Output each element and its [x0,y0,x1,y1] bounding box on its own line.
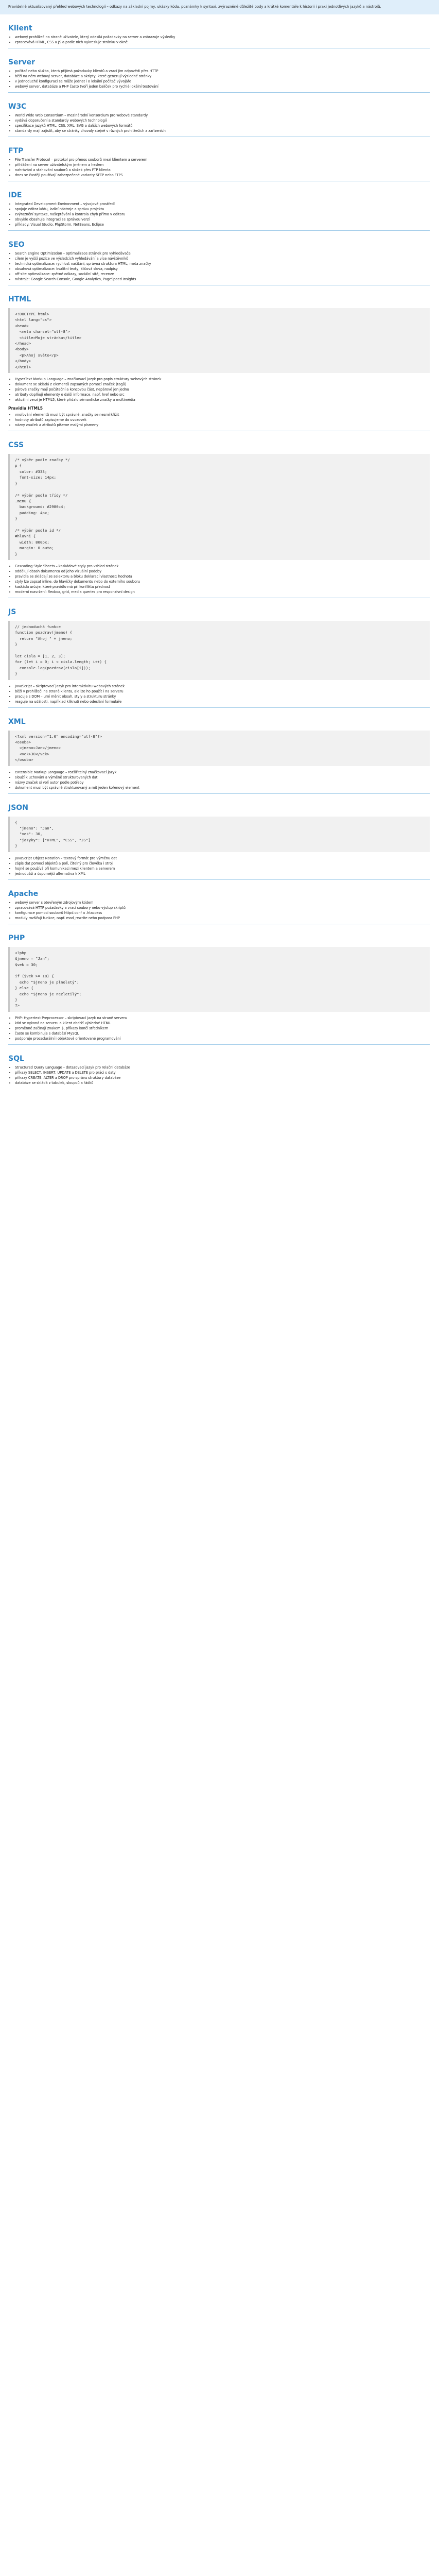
section-css [0,431,439,598]
bullet-list [8,1065,430,1086]
code-block: // jednoduchá funkce function pozdrav(jmeno) { return "Ahoj " + jmeno; } let cisla = [1, 2, 3]; for (let i = 0; i < cisla.length; i++) { console.log(pozdrav(cisla[i])); } [8,621,430,680]
list-item: • styly lze zapsat inline, do hlavičky dokumentu nebo do externího souboru [15,579,430,584]
list-item: • příklady: Visual Studio, PhpStorm, NetBeans, Eclipse [15,222,430,227]
list-item: • často se kombinuje s databází MySQL [15,1031,430,1036]
bullet-list [8,69,430,89]
list-item: • příkazy SELECT, INSERT, UPDATE a DELETE pro práci s daty [15,1070,430,1075]
list-item: • off-site optimalizace: zpětné odkazy, sociální sítě, recenze [15,272,430,277]
list-item: • zápis dat pomocí objektů a polí, čitelný pro člověka i stroj [15,861,430,866]
list-item: • zvýraznění syntaxe, našeptávání a kontrola chyb přímo v editoru [15,212,430,217]
list-item: • hojně se používá při komunikaci mezi klientem a serverem [15,866,430,871]
list-item: • proměnné začínají znakem $, příkazy končí středníkem [15,1026,430,1031]
list-item: • zpracovává HTTP požadavky a vrací soubory nebo výstup skriptů [15,905,430,910]
list-item: • moduly rozšiřují funkce, např. mod_rewrite nebo podpora PHP [15,916,430,921]
list-item: • nástroje: Google Search Console, Google Analytics, PageSpeed Insights [15,277,430,282]
section-title: HTML [8,295,31,303]
section-title: Server [8,58,36,66]
list-item: • přihlášení na server uživatelským jménem a heslem [15,162,430,167]
section-title: JSON [8,803,28,812]
section-title: FTP [8,147,24,155]
bullet-list [8,377,430,402]
list-item: • vydává doporučení a standardy webových technologií [15,118,430,123]
bullet-list [8,564,430,595]
list-item: • kaskáda určuje, které pravidlo má při konfliktu přednost [15,584,430,589]
list-item: • kód se vykoná na serveru a klient obdrží výsledné HTML [15,1021,430,1026]
list-item: • běží v prohlížeči na straně klienta, ale lze ho použít i na serveru [15,689,430,694]
list-item: • podporuje procedurální i objektově orientované programování [15,1036,430,1041]
bullet-list [8,900,430,921]
code-block: /* výběr podle značky */ p { color: #333; font-size: 14px; } /* výběr podle třídy */ .menu { background: #2980c4; padding: 4px; } /* výběr podle id */ #hlavni { width: 800px; margin: 0 auto; } [8,454,430,560]
section-ide [0,181,439,231]
list-item: • dokument se skládá z elementů zapsaných pomocí značek (tagů) [15,382,430,387]
bullet-list [8,113,430,133]
list-item: • Search Engine Optimization – optimalizace stránek pro vyhledávače [15,251,430,256]
list-item: • atributy doplňují elementy o další informace, např. href nebo src [15,392,430,397]
list-item: • dnes se častěji používají zabezpečené varianty SFTP nebo FTPS [15,173,430,178]
subsection-title: Pravidla HTML5 [8,406,43,411]
list-item: • cílem je vyšší pozice ve výsledcích vyhledávání a více návštěvníků [15,256,430,261]
list-item: • technická optimalizace: rychlost načítání, správná struktura HTML, meta značky [15,261,430,266]
list-item: • běží na něm webový server, databáze a skripty, které generují výsledné stránky [15,74,430,79]
list-item: • konfigurace pomocí souborů httpd.conf a .htaccess [15,910,430,916]
list-item: • spojuje editor kódu, ladicí nástroje a správu projektu [15,207,430,212]
code-block: <?php $jmeno = "Jan"; $vek = 30; if ($vek >= 18) { echo "$jmeno je plnoletý"; } else { echo "$jmeno je nezletilý"; } ?> [8,947,430,1012]
list-item: • zpracovává HTML, CSS a JS a podle nich vykresluje stránku v okně [15,40,430,45]
list-item: • jednodušší a úspornější alternativa k XML [15,871,430,876]
list-item: • názvy značek si volí autor podle potřeby [15,780,430,785]
bullet-list [8,412,430,428]
section-title: W3C [8,103,27,111]
section-ftp [0,137,439,181]
list-item: • eXtensible Markup Language – rozšiřitelný značkovací jazyk [15,770,430,775]
bullet-list [8,35,430,45]
bullet-list [8,684,430,704]
list-item: • hodnoty atributů zapisujeme do uvozovek [15,417,430,422]
list-item: • pracuje s DOM – umí měnit obsah, styly a strukturu stránky [15,694,430,699]
section-seo [0,231,439,285]
list-item: • názvy značek a atributů píšeme malými písmeny [15,422,430,428]
bullet-list [8,157,430,178]
list-item: • webový server, databáze a PHP často tvoří jeden balíček pro rychlé lokální testování [15,84,430,89]
list-item: • JavaScript Object Notation – textový formát pro výměnu dat [15,856,430,861]
intro-text: Pravidelně aktualizovaný přehled webových technologií – odkazy na základní pojmy, ukázky kódu, poznámky k syntaxi, zvýrazněné důležité body a krátké komentáře k historii i praxi jednotlivých jazyků a nástrojů. [0,0,439,14]
list-item: • Structured Query Language – dotazovací jazyk pro relační databáze [15,1065,430,1070]
code-block: <?xml version="1.0" encoding="utf-8"?> <osoba> <jmeno>Jan</jmeno> <vek>30</vek> </osoba> [8,731,430,766]
list-item: • File Transfer Protocol – protokol pro přenos souborů mezi klientem a serverem [15,157,430,162]
list-item: • reaguje na události, například kliknutí nebo odeslání formuláře [15,699,430,704]
section-title: SEO [8,241,25,249]
bullet-list [8,770,430,790]
section-js [0,598,439,708]
list-item: • příkazy CREATE, ALTER a DROP pro správu struktury databáze [15,1075,430,1080]
section-json [0,794,439,880]
list-item: • Cascading Style Sheets – kaskádové styly pro vzhled stránek [15,564,430,569]
section-title: CSS [8,441,24,450]
list-item: • pravidla se skládají ze selektoru a bloku deklarací vlastnost: hodnota [15,574,430,579]
bullet-list [8,1015,430,1041]
section-klient [0,14,439,48]
bullet-list [8,251,430,282]
section-title: IDE [8,191,22,199]
list-item: • vnořování elementů musí být správné, značky se nesmí křížit [15,412,430,417]
list-item: • obvykle obsahuje integraci se správou verzí [15,217,430,222]
list-item: • nahrávání a stahování souborů a složek přes FTP klienta [15,167,430,173]
section-title: JS [8,607,16,616]
bullet-list [8,856,430,876]
list-item: • World Wide Web Consortium – mezinárodní konsorcium pro webové standardy [15,113,430,118]
list-item: • párové značky mají počáteční a koncovou část, nepárové jen jednu [15,387,430,392]
section-w3c [0,93,439,137]
list-item: • standardy mají zajistit, aby se stránky chovaly stejně v různých prohlížečích a zařízeních [15,128,430,133]
list-item: • dokument musí být správně strukturovaný a mít jeden kořenový element [15,785,430,790]
list-item: • Integrated Development Environment – vývojové prostředí [15,201,430,207]
section-sql [0,1045,439,1086]
section-xml [0,708,439,794]
section-title: Klient [8,24,32,32]
section-apache [0,880,439,924]
list-item: • databáze se skládá z tabulek, sloupců a řádků [15,1080,430,1086]
section-title: PHP [8,934,25,942]
content [0,14,439,1086]
list-item: • moderní rozvržení: flexbox, grid, media queries pro responzivní design [15,589,430,595]
code-block: { "jmeno": "Jan", "vek": 30, "jazyky": ["HTML", "CSS", "JS"] } [8,817,430,852]
list-item: • JavaScript – skriptovací jazyk pro interaktivitu webových stránek [15,684,430,689]
list-item: • obsahová optimalizace: kvalitní texty, klíčová slova, nadpisy [15,266,430,272]
section-title: Apache [8,889,39,898]
list-item: • oddělují obsah dokumentu od jeho vizuální podoby [15,569,430,574]
list-item: • webový prohlížeč na straně uživatele, který odesílá požadavky na server a zobrazuje výsledky [15,35,430,40]
list-item: • počítač nebo služba, která přijímá požadavky klientů a vrací jim odpovědi přes HTTP [15,69,430,74]
list-item: • aktuální verzí je HTML5, které přidalo sémantické značky a multimédia [15,397,430,402]
list-item: • specifikace jazyků HTML, CSS, XML, SVG a dalších webových formátů [15,123,430,128]
list-item: • slouží k uchování a výměně strukturovaných dat [15,775,430,780]
bullet-list [8,201,430,227]
section-title: XML [8,717,26,726]
section-html [0,285,439,431]
list-item: • webový server s otevřeným zdrojovým kódem [15,900,430,905]
section-php [0,924,439,1045]
list-item: • HyperText Markup Language – značkovací jazyk pro popis struktury webových stránek [15,377,430,382]
list-item: • PHP: Hypertext Preprocessor – skriptovací jazyk na straně serveru [15,1015,430,1021]
section-title: SQL [8,1054,24,1063]
section-server [0,48,439,93]
code-block: <!DOCTYPE html> <html lang="cs"> <head> <meta charset="utf-8"> <title>Moje stránka</title> </head> <body> <p>Ahoj světe</p> </body> </html> [8,308,430,373]
list-item: • v jednoduché konfiguraci se může jednat i o lokální počítač vývojáře [15,79,430,84]
